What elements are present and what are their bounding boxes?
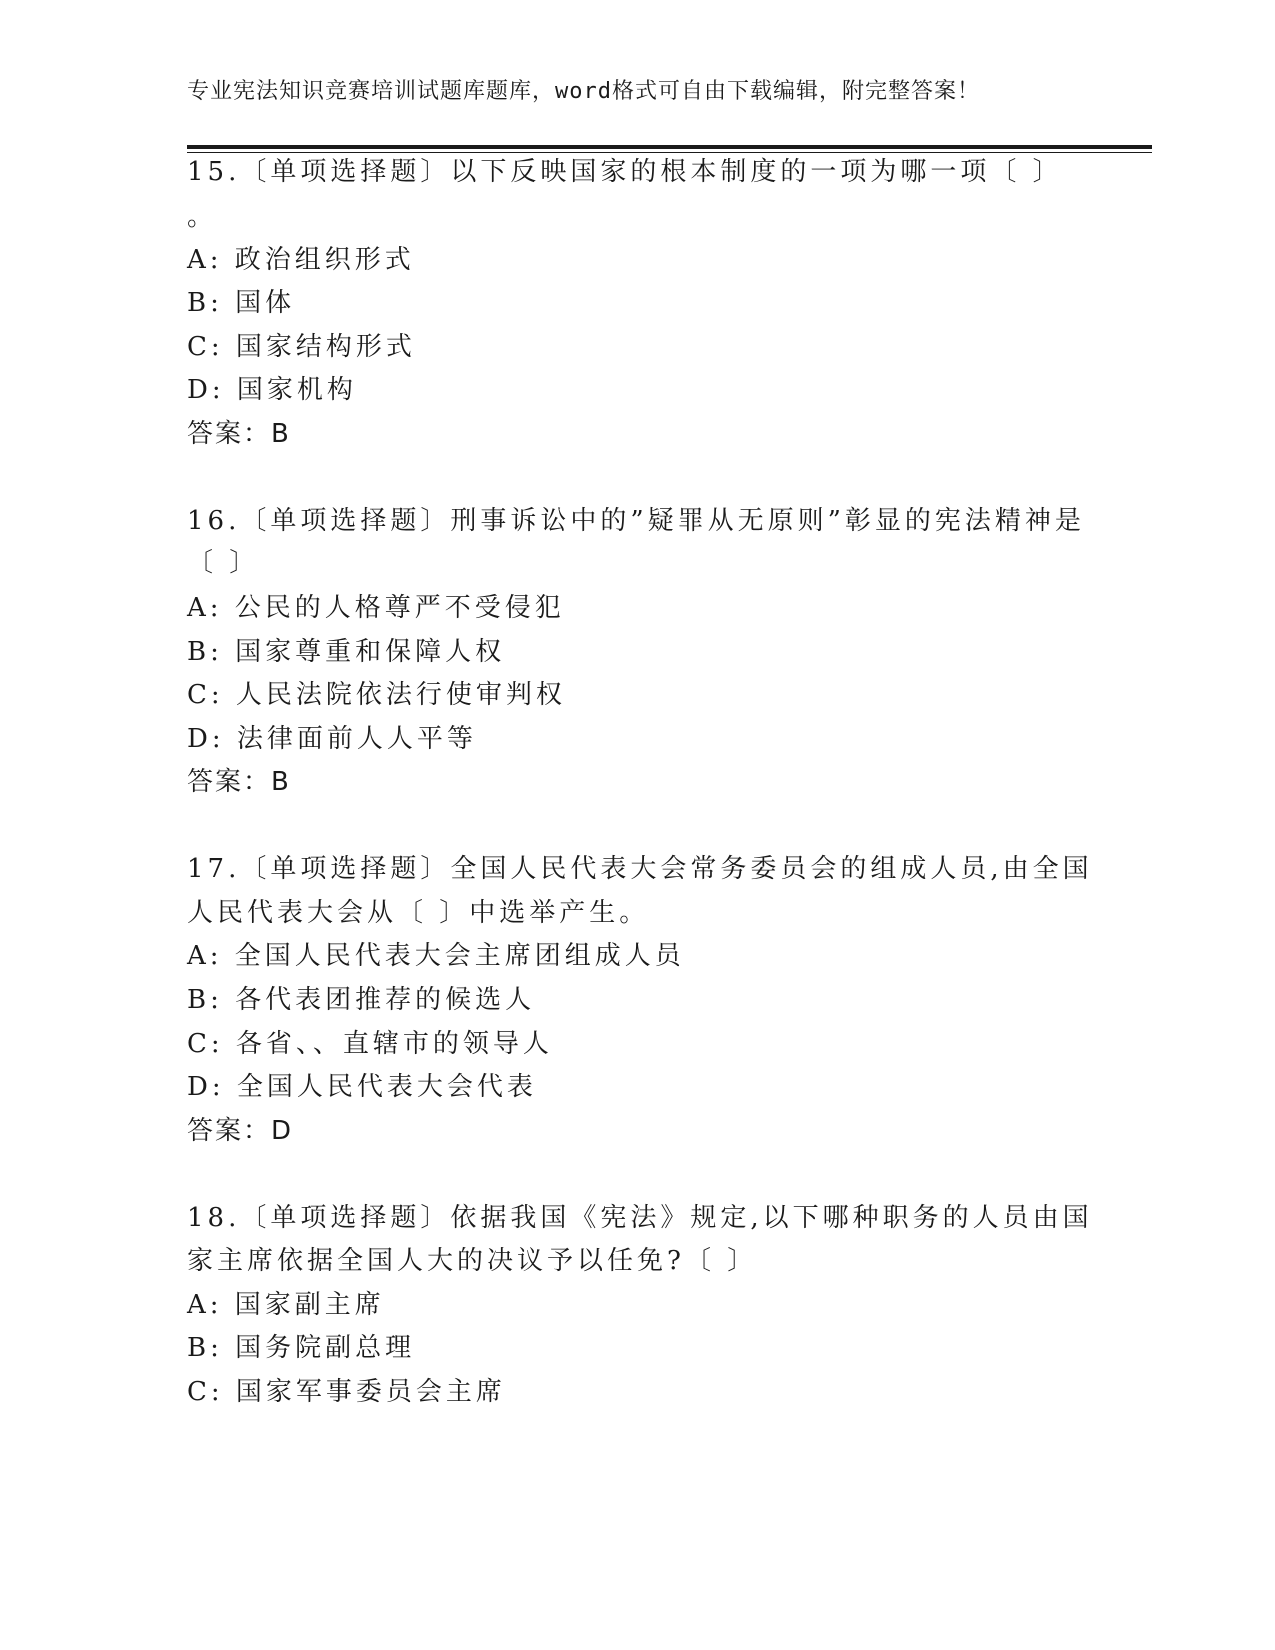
question-15-stem-line2: 。 — [187, 202, 218, 232]
question-18-stem-line2: 家主席依据全国人大的决议予以任免?〔 〕 — [187, 1246, 758, 1276]
question-16-stem-line1: 16.〔单项选择题〕刑事诉讼中的”疑罪从无原则”彰显的宪法精神是 — [187, 506, 1085, 536]
header-rule-thick — [187, 145, 1152, 149]
question-17-answer: 答案：D — [187, 1116, 294, 1146]
question-17-stem-line2: 人民代表大会从〔 〕中选举产生。 — [187, 898, 650, 928]
question-15-option-d: D: 国家机构 — [187, 375, 357, 405]
question-16-option-a: A: 公民的人格尊严不受侵犯 — [187, 593, 565, 623]
question-15-answer: 答案：B — [187, 419, 291, 449]
question-15-stem-line1: 15.〔单项选择题〕以下反映国家的根本制度的一项为哪一项〔 〕 — [187, 157, 1063, 187]
question-15-option-b: B: 国体 — [187, 288, 296, 318]
question-16-option-b: B: 国家尊重和保障人权 — [187, 637, 506, 667]
question-18-option-a: A: 国家副主席 — [187, 1290, 385, 1320]
question-15-option-c: C: 国家结构形式 — [187, 332, 416, 362]
question-16-option-c: C: 人民法院依法行使审判权 — [187, 680, 566, 710]
question-17-option-b: B: 各代表团推荐的候选人 — [187, 985, 536, 1015]
question-18-option-b: B: 国务院副总理 — [187, 1333, 416, 1363]
question-16-answer: 答案：B — [187, 767, 291, 797]
question-18-option-c: C: 国家军事委员会主席 — [187, 1377, 506, 1407]
question-15-option-a: A: 政治组织形式 — [187, 245, 415, 275]
question-17-stem-line1: 17.〔单项选择题〕全国人民代表大会常务委员会的组成人员,由全国 — [187, 854, 1093, 884]
document-header: 专业宪法知识竞赛培训试题库题库，word格式可自由下载编辑，附完整答案！ — [187, 79, 980, 104]
question-16-option-d: D: 法律面前人人平等 — [187, 724, 477, 754]
question-18-stem-line1: 18.〔单项选择题〕依据我国《宪法》规定,以下哪种职务的人员由国 — [187, 1203, 1093, 1233]
question-17-option-a: A: 全国人民代表大会主席团组成人员 — [187, 941, 685, 971]
question-16-stem-line2: 〔 〕 — [187, 548, 260, 578]
question-17-option-d: D: 全国人民代表大会代表 — [187, 1072, 537, 1102]
question-17-option-c: C: 各省、、直辖市的领导人 — [187, 1029, 553, 1059]
header-rule-thin — [187, 152, 1152, 153]
